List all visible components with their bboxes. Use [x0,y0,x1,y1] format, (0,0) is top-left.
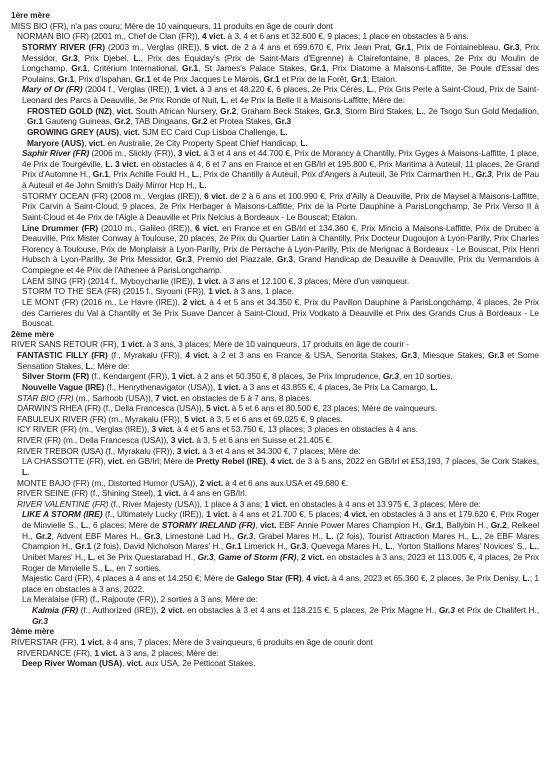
text-run: L. [416,105,424,116]
text-run: Galego Star (FR) [236,573,302,584]
text-run: en GB/Irl; Mère de [124,456,197,467]
text-run: , [118,126,124,137]
text-run: Gr.2 [220,105,237,116]
text-run: Gr.2 [490,520,507,530]
text-run: Gr.3 [503,41,520,52]
text-run: , [213,551,219,562]
text-run: 4 vict. [202,31,226,42]
text-run: Kalmia (FR) [32,605,79,615]
text-run: EBF Annie Power Mares Champion H., [276,520,426,530]
text-run: , Prix des Equiday's (Prix de Saint-Mars d'Egrenne) à Clairefontaine, 8 places, 2e Prix du Moulin de Longchamp, [22,52,539,74]
text-run: (2 fois), Tourist Attraction Mares H., [333,530,472,541]
text-run: , [301,573,307,584]
text-run: , Limestone Lad H., [160,530,238,541]
text-run: (f., Henrythenavigator (USA)), [104,381,218,392]
pedigree-entry [11,456,539,477]
text-run: à 3, 5 et 6 ans en Suisse et 21.405 €. [194,435,333,445]
text-run: Gr.3 [475,169,492,180]
text-run: , Ballybin H., [441,520,491,530]
text-run: , Graham Beck Stakes, [236,105,325,116]
text-run: 6 vict. [195,222,220,233]
text-run: de 2 à 6 ans et 100.990 €, Prix d'Ailly à Deauville, Prix de Maysel à Maisons-Laffitte, Prix Carvin à Saint-Cloud, 9 places, 2e Prix Herbager à Maisons-Laffitte, Prix de la Porte Dauphine à ParisLongchamp, 3e Prix Verso II à Saint-Cloud et 4e Prix de l'Aigle à Deauville et Prix Nelcius à Bordeaux - Le Bouscat; Etalon. [22,190,540,222]
text-run: vict. [107,456,125,467]
text-run: en obstacles à 4, 6 et 7 ans en France et en GB/Irl et 195.800 €, Prix Maritima à Auteuil, 11 places, 2e Grand Prix d'Automne H., [22,158,539,180]
text-run: L. [105,158,113,169]
text-run: Gr.3 [197,551,214,562]
text-run: 1 vict. [171,371,195,382]
text-run: (2 fois), David Nicholson Mares' H., [91,541,226,552]
pedigree-entry [11,605,539,626]
text-run: Gr.1 [134,73,151,84]
text-run: LA CHASSOTTE (FR), [22,456,108,467]
text-run: L. [87,551,96,562]
text-run: Gr.3 [237,530,254,541]
text-run: ICY RIVER (FR) (m., Verglas (IRE)), [17,424,152,435]
text-run: à 4 ans, 2023 et 65.360 €, 2 places, 3e Prix Denisy, [329,573,523,584]
text-run: Gr.1 [182,63,199,74]
pedigree-entry [11,350,539,371]
text-run: Gr.2 [114,116,131,127]
text-run: et Prix de Chalifert H., [454,605,539,615]
pedigree-entry [11,488,539,499]
text-run: ; Mère de: [92,360,130,371]
text-run: Gr.1 [225,541,242,552]
pedigree-entry [11,414,539,425]
text-run: à 3 ans, 3 places; Mère de 10 vainqueurs, 17 produits en âge de courir - [144,339,410,350]
text-run: , Grand Handicap de Deauville à Deauville, Prix du Vermandois à Compiegne et 4e Prix de l'Athenee à ParisLongchamp. [22,254,539,275]
text-run: L. [280,126,288,137]
text-run: 2 vict. [199,477,223,488]
text-run: Gr.1 [27,116,43,127]
text-run: , Grabel Mares H., [253,530,327,541]
text-run: Gr.3 [144,530,161,541]
text-run: Maryore (AUS) [27,137,85,148]
text-run: 1 vict. [206,509,230,520]
text-run: , Prix Diatome à Maisons-Laffitte, 3e Poule d'Essai des Poulains, [22,63,540,84]
text-run: , Unibet Mares' H., [22,541,539,562]
text-run: 1 vict. [80,636,105,647]
text-run: , TAB Dingaans, [130,116,192,127]
text-run: STORM TO THE SEA (FR) (2015 f., Siyouni (FR)), [22,286,209,297]
text-run: (2006 m., Slickly (FR)), [89,148,178,159]
text-run: à 4 ans et 21.700 €, 5 places; [229,509,345,520]
text-run: 2 vict. [160,605,185,615]
text-run: , Miesque Stakes, [417,350,488,360]
text-run: à 3, 5 et 6 ans et 69.025 €, 9 places. [207,413,343,424]
text-run: 6 vict. [204,190,228,201]
text-run: L. [529,541,537,552]
text-run: , St James's Palace Stakes, [198,63,311,74]
text-run: STAR BIO (FR) [17,392,74,403]
text-run: vict. [260,520,277,530]
pedigree-entry [11,286,539,297]
text-run: FABULEUX RIVER (FR) (m., Myrakalu (FR)), [17,413,185,424]
text-run: et 4e Prix Jacques Le Marois, [150,73,264,84]
pedigree-entry [11,276,539,287]
pedigree-entry [11,42,539,85]
text-run: à 4 ans en GB/Irl. [180,488,247,499]
section-heading: 1ère mère [11,10,50,20]
text-run: Gr.3 [487,350,504,360]
text-run: , Prix Gris Perle à Saint-Cloud, Prix de Saint-Leonard des Parcs à Deauville, 3e Prix Ronde of Nuit, [22,84,539,105]
text-run: à 3 et 4 ans et 34.300 €, 7 places; Mère de: [199,445,361,456]
pedigree-entry [11,138,539,149]
text-run: , 2e Tsogo Sun Gold Medallion, [423,105,540,116]
text-run: à 5 et 6 ans et 80.500 €, 23 places; Mère de vainqueurs. [229,403,437,414]
text-run: L. [220,95,229,105]
text-run: , Premio del Piazzale, [191,254,277,265]
text-run: (f., Kendargent (FR)), [89,371,172,382]
text-run: Gr.1 [263,73,280,84]
text-run: L. [104,562,112,573]
text-run: 7 vict. [155,392,179,403]
text-run: Pretty Rebel (IRE) [196,456,266,467]
text-run: RIVERDANCE (FR), [17,647,95,658]
pedigree-entry [11,21,539,32]
text-run: Gr.3 [290,541,307,552]
pedigree-entry [11,393,539,404]
pedigree-entry [11,509,539,573]
text-run: , [265,456,271,467]
text-run: , Prix Djebel, [77,52,134,63]
text-run: RIVER (FR) (m., Della Francesca (USA)), [17,435,171,445]
text-run: Gr.3 [32,615,48,626]
text-run: DARWIN'S RHEA (FR) (f., Della Francesca (USA)), [17,403,207,414]
text-run: 1 vict. [197,275,221,286]
text-run: L. [471,530,480,541]
text-run: L. [85,360,93,371]
text-run: , 2e EBF Mares Champion H., [22,530,539,552]
pedigree-entry [11,594,539,605]
text-run: RIVER SANS RETOUR (FR), [11,339,122,350]
text-run: 3 vict. [115,158,139,169]
text-run: (2010 m., Galileo (IRE)), [98,222,196,233]
text-run: 4 vict. [185,350,210,360]
text-run: MISS BIO (FR), n'a pas couru; Mère de 10 vainqueurs, 11 produits en âge de courir dont [11,20,333,31]
text-run: Gr.1 [395,41,412,52]
text-run: à 3 ans, 2 places; Mère de: [117,647,219,658]
text-run: 1 vict. [208,286,232,297]
pedigree-entry [11,382,539,393]
text-run: vict. [123,126,140,137]
text-run: Gr.2 [35,530,52,541]
text-run: vict. [88,137,106,148]
text-run: , Prix de Chantilly à Auteuil, Prix d'Angers à Auteuil, 3e Prix Carmarthen H., [199,169,476,180]
text-run: RIVER TREBOR (USA) (f., Myrakalu (FR)), [17,445,177,456]
text-run: L. [133,52,141,63]
text-run: à 3 ans et 43.855 €, 4 places, 3e Prix La Camargo, [240,381,431,392]
text-run: de 2 à 4 ans et 699.670 €, Prix Jean Prat, [228,41,396,52]
text-run: , Prix Messidor, [22,41,539,63]
text-run: à 2 ans et 50.350 €, 8 places, 3e Prix Imprudence, [194,371,383,382]
text-run: en obstacles à 3 ans, 2023 et 113.005 €, 4 places, 2e Prix Roger de Minvielle S., [22,551,539,573]
text-run: à 3 et 4 ans et 44.700 €, Prix de Morancy à Chantilly, Prix Gyges à Maisons-Laffitte, 1 place, 4e Prix de Tourgéville, [22,148,539,169]
text-run: Gr.1 [310,63,327,74]
text-run: vict. [126,658,143,669]
pedigree-entry [11,191,539,223]
text-run: NORMAN BIO (FR) (2001 m., Chef de Clan (FR)), [17,31,203,42]
text-run: Gr.2 [191,116,208,127]
section-heading: 2ème mère [11,328,55,339]
text-run: Majestic Card (FR), 4 places à 4 ans et 14.250 €; Mère de [22,573,237,584]
text-run: ; Etalon. [367,73,398,84]
text-run: L. [199,180,207,190]
text-run: Gr.1 [351,73,368,84]
text-run: , Prix de Pau à Auteuil et 4e John Smith's Daily Mirror Hcp H., [22,169,539,190]
text-run: 3 vict. [176,445,200,456]
text-run: à 4 et 5 ans et 34.350 €, Prix du Pavillon Dauphine à ParisLongchamp, 4 places, 2e Prix des Carrieres du Val à Chantilly et 3e Prix Suave Dancer à Saint-Cloud, Prix Vodkato à Deauville et Prix des Grands Crus à Bordeaux - Le Bouscat. [22,296,539,329]
text-run: à 3 ans, 1 place. [231,286,294,297]
text-run: en obstacles à 3 et 4 ans et 118.215 €, 5 places, 2e Prix Magne H., [184,605,439,615]
text-run: Gr.1 [58,73,75,84]
text-run: L. [385,541,393,552]
text-run: (2004 f., Verglas (IRE)), [82,84,175,95]
text-run: FANTASTIC FILLY (FR) [17,350,108,360]
text-run: 5 vict. [204,41,229,52]
text-run: (f., Authorized (IRE)), [78,605,161,615]
text-run: , Advent EBF Mares H., [51,530,145,541]
text-run: L. [326,530,334,541]
text-run: Deep River Woman (USA) [22,658,123,669]
text-run: , Prix Achille Fould H., [108,169,192,180]
pedigree-entry [11,637,539,648]
text-run: ; 1 place en obstacles à 3 ans, 2022. [22,573,539,594]
pedigree-entry [11,223,539,276]
text-run: L. [80,520,89,530]
text-run: , en 10 sorties. [398,371,453,382]
text-run: , Storm Bird Stakes, [340,105,417,116]
text-run: LAEM SING (FR) (2014 f., Myboycharlie (IRE)), [22,275,198,286]
text-run: Gr.3 [324,105,341,116]
pedigree-entry [11,499,539,510]
text-run: 1 vict. [217,381,241,392]
text-run: Silver Storm (FR) [22,371,90,382]
text-run: (m., Sarhoob (USA)), [73,392,156,403]
text-run: , [122,658,127,669]
text-run: , Critérium International, [87,63,183,74]
text-run: et Prix de la Forêt, [279,73,352,84]
text-run: L. [22,466,30,477]
text-run: , 6 places; Mère de [88,520,162,530]
pedigree-entry [11,478,539,489]
text-run: et Protea Stakes, [207,116,276,127]
text-run: 3 vict. [170,435,195,445]
text-run: vict. [116,105,134,116]
text-run: LE MONT (FR) (2016 m., Le Havre (IRE)), [22,296,183,307]
text-run: Mary of Or (FR) [22,84,83,95]
text-run: à 4 ans, 7 places; Mère de 3 vainqueurs, 6 produits en âge de courir dont [104,636,373,647]
text-run: RIVERSTAR (FR), [11,636,81,647]
text-run: à 4 et 5 ans et 53.750 €, 13 places; 3 places en obstacles à 4 ans. [174,424,418,435]
pedigree-entry [11,573,539,594]
text-run: (f., Ultimately Lucky (IRE)), [102,509,207,520]
text-run: South African Nursery, [133,105,221,116]
text-run: , [296,551,302,562]
pedigree-entry [11,106,539,127]
text-run: à 3, 4 et 6 ans et 32.600 €, 9 places; 1 place en obstacles à 5 ans. [225,31,469,42]
text-run: 1 vict. [121,339,145,350]
text-run: Limerick H., [241,541,291,552]
text-run: Saphir River (FR) [22,148,90,159]
text-run: aux USA, 2e Petticoat Stakes. [143,658,256,669]
pedigree-entry [11,424,539,435]
text-run: , Quevega Mares H., [306,541,386,552]
text-run: Nouvelle Vague (IRE) [22,381,105,392]
text-run: de 3 à 5 ans, 2022 en GB/Irl et £53,193, 7 places, 3e Cork Stakes, [293,456,539,467]
text-run: RIVER SEINE (FR) (f., Shining Steel), [17,488,158,499]
text-run: La Meralaise (FR) (f., Rajpoute (FR)), 2 sorties à 3 ans; Mère de: [22,594,258,605]
text-run: 1 vict. [174,84,198,95]
text-run: Gr.3 [382,371,399,382]
text-run: en obstacles à 4 ans et 13.975 €, 3 places; Mère de: [287,498,481,509]
text-run: L. [366,84,375,95]
pedigree-entry [11,658,539,669]
text-run: (f., Myrakalu (FR)), [107,350,186,360]
pedigree-entry [11,339,539,350]
text-run: , Yorton Stallions Mares' Novices' S., [392,541,530,552]
text-run: 4 vict. [306,573,330,584]
text-run: Gr.3 [175,254,192,265]
text-run: STORMY RIVER (FR) [22,41,105,52]
text-run: , [84,137,89,148]
text-run: Gr.1 [425,520,442,530]
text-run: 4 vict. [270,456,294,467]
section-heading: 3ème mère [11,626,55,637]
text-run: L. [300,137,308,148]
text-run: à 3 ans et 12.100 €, 3 places; Mère d'un vainqueur. [220,275,410,286]
text-run: MONTE BAJO (FR) (m., Distorted Humor (USA)), [17,477,200,488]
text-run: en France et en GB/Irl et 134.360 €, Prix Mincio à Maisons-Laffitte, Prix de Drubec à Deauville, Prix Mister Conway à Toulouse, 20 places, 2e Prix du Quartier Latin à Chantilly, Prix Docteur Dugoujon à Lyon-Parilly, Prix Charles Florency à Toulouse, Prix de Monplaisir à Lyon-Parilly, Prix de Perrache à Lyon-Parilly, Prix de Merignac à Bordeaux - Le Bouscat, Prix Henri Hubsch à Lyon-Parilly, 3e Prix Messidor, [22,222,540,265]
text-run: L. [430,381,438,392]
text-run: Gr.3 [275,116,292,127]
text-run: 1 vict. [94,647,118,658]
text-run: à 2 et 3 ans en France & USA, Senorita Stakes, [209,350,402,360]
pedigree-entry [11,31,539,42]
text-run: SJM EC Card Cup Lisboa Challenge, [139,126,281,137]
text-run: à 4 et 6 ans aux USA et 49.680 €. [222,477,349,488]
text-run: , Prix de Fontainebleau, [411,41,504,52]
text-run: L. [191,169,200,180]
text-run: STORMY OCEAN (FR) (2008 m., Verglas (IRE)), [22,190,205,201]
text-run: GROWING GREY (AUS) [27,126,119,137]
text-run: FROSTED GOLD (NZ) [27,105,112,116]
text-run: Gauteng Guineas, [43,116,115,127]
text-run: en Australie, 2e City Property Speat Chief Handicap, [105,137,301,148]
text-run: , en 7 sorties. [111,562,162,573]
text-run: RIVER VALENTINE (FR) [17,498,109,509]
text-run: Gr.1 [71,63,88,74]
text-run: Gr.3 [276,254,293,265]
pedigree-entry [11,403,539,414]
text-run: (2003 m., Verglas (IRE)), [104,41,205,52]
text-run: LIKE A STORM (IRE) [22,509,103,520]
text-run: Gr.3 [438,605,455,615]
text-run: en obstacles de 5 à 7 ans, 8 places. [178,392,312,403]
pedigree-entry [11,297,539,329]
text-run: et 3e Prix Questarabad H., [95,551,198,562]
text-run: Line Drummer (FR) [22,222,99,233]
text-run: , Relkeel H., [22,520,540,541]
text-run: , Prix d'Ispahan, [74,73,135,84]
pedigree-entry [11,371,539,382]
text-run: Gr.3 [61,52,78,63]
text-run: L. [522,573,530,584]
text-run: 2 vict. [182,296,207,307]
text-run: 1 vict. [264,498,288,509]
text-run: 5 vict. [206,403,230,414]
text-run: (f., River Majesty (USA)), 1 place à 3 ans; [108,498,265,509]
pedigree-entry [11,446,539,457]
pedigree-entry [11,148,539,191]
pedigree-entry [11,84,539,105]
text-run: , [255,520,261,530]
text-run: et 4e Prix la Belle II à Maisons-Laffitte; Mère de: [228,95,405,105]
text-run: Gr.3 [401,350,418,360]
text-run: 5 vict. [184,413,208,424]
pedigree-entry [11,648,539,659]
text-run: 3 vict. [151,424,175,435]
pedigree-entry [11,435,539,446]
text-run: STORMY IRELAND (FR) [161,520,256,530]
text-run: à 3 ans et 48.220 €, 6 places, 2e Prix Cérès, [197,84,367,95]
text-run: et Some Sensation Stakes, [17,350,540,371]
text-run: en obstacles à 3 ans et 179.620 €, Prix Roger de Minvielle S., [22,509,540,530]
text-run: 4 vict. [344,509,368,520]
text-run: 3 vict. [177,148,202,159]
pedigree-entry [11,127,539,138]
text-run: Gr.1 [75,541,92,552]
text-run: , [111,105,117,116]
text-run: 2 vict. [301,551,325,562]
text-run: Gr.1 [92,169,109,180]
text-run: 1 vict. [157,488,181,499]
text-run: Game of Storm (FR) [218,551,297,562]
